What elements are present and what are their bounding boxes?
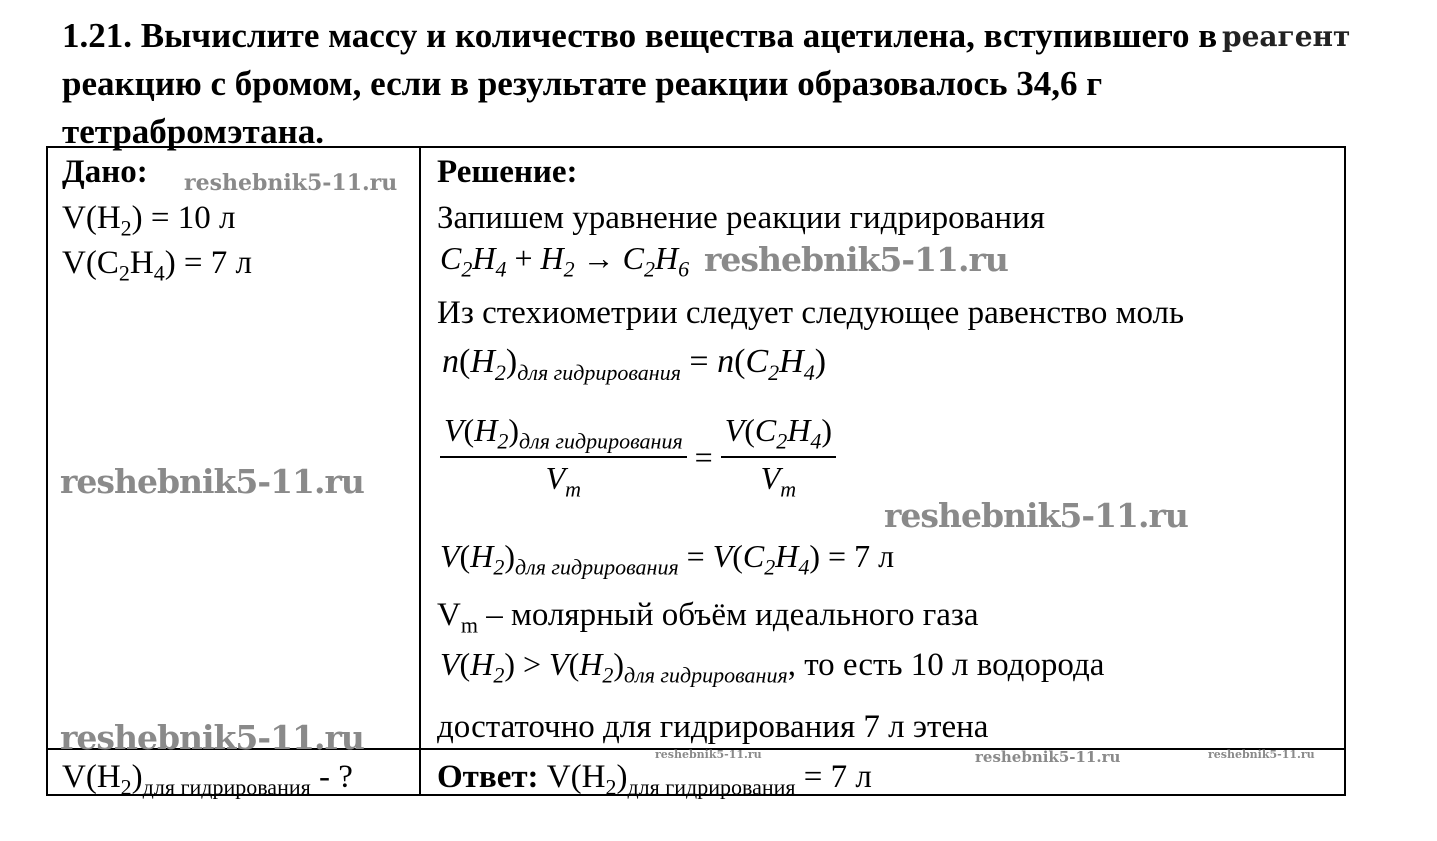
eq-4: 4 — [495, 256, 507, 282]
given-find-b: ) — [131, 759, 143, 795]
vm-def-sub: m — [460, 612, 478, 638]
given-v-c2h4-sub2: 4 — [153, 260, 165, 286]
eq-h: H — [472, 240, 496, 276]
frac-h-sub: 2 — [497, 428, 509, 454]
given-v-c2h4-rest: ) = 7 л — [164, 245, 253, 281]
vm-def-a: V — [437, 597, 461, 633]
cmp-hydro-sub: для гидрирования — [623, 662, 788, 688]
frac-vm-sub: m — [565, 476, 582, 502]
n-c-sub: 2 — [768, 359, 780, 385]
res-h: H — [470, 538, 494, 574]
hydro-sub: для гидрирования — [517, 359, 681, 385]
given-v-c2h4-a: V(C — [62, 245, 119, 281]
watermark-overlay-top: реагент — [1222, 20, 1351, 53]
given-v-h2-a: V(H — [62, 200, 121, 236]
n-label-2: n — [717, 343, 735, 380]
answer-sub2: для гидрирования — [627, 774, 796, 800]
given-find-sub2: для гидрирования — [142, 774, 311, 800]
given-find-a: V(H — [62, 759, 121, 795]
frac-h: H — [474, 412, 498, 448]
cmp-v2: V — [549, 646, 569, 682]
given-v-h2-rest: ) = 10 л — [131, 200, 236, 236]
eq-c2-sub: 2 — [643, 256, 655, 282]
solution-header: Решение: — [437, 154, 578, 190]
problem-line-3: тетрабромэтана. — [62, 112, 325, 151]
equation-intro: Запишем уравнение реакции гидрирования — [437, 200, 1045, 236]
reaction-equation — [440, 240, 689, 282]
frac-v: V — [444, 412, 464, 448]
given-v-c2h4-sub1: 2 — [118, 260, 130, 286]
table-column-divider — [419, 146, 421, 796]
cmp-h: H — [470, 646, 494, 682]
problem-line-2: реакцию с бромом, если в результате реакции образовалось 34,6 г — [62, 64, 1103, 103]
watermark: reshebnik5-11.ru — [60, 462, 364, 501]
eq-h2-sub: 2 — [563, 256, 575, 282]
frac2-vm-sub: m — [780, 476, 797, 502]
frac2-c-sub: 2 — [776, 428, 788, 454]
given-v-h2-sub: 2 — [120, 215, 132, 241]
eq-2: 2 — [461, 256, 473, 282]
given-v-c2h4-b: H — [129, 245, 154, 281]
fraction-left: $\frac{V(H_2)_{для гидрирования}}{V_m}$ — [440, 412, 687, 503]
answer-b: ) — [616, 759, 628, 795]
frac2-vm: V — [760, 460, 781, 497]
eq-plus: + — [506, 240, 541, 276]
eq-c: C — [440, 240, 462, 276]
eq-arrow: → — [574, 240, 623, 276]
res-v: V — [440, 538, 460, 574]
watermark: reshebnik5-11.ru — [60, 718, 364, 757]
n-h4-sub: 4 — [803, 359, 815, 385]
stoichiometry-text: Из стехиометрии следует следующее равенство моль — [437, 295, 1185, 331]
eq-h6: H — [654, 240, 679, 276]
given-find-sub: 2 — [120, 774, 132, 800]
frac-vm: V — [545, 460, 566, 497]
problem-statement — [62, 12, 1362, 156]
given-header: Дано: — [62, 154, 148, 190]
given-find-rest: - ? — [310, 759, 353, 795]
watermark: reshebnik5-11.ru — [704, 240, 1008, 279]
watermark: reshebnik5-11.ru — [1208, 748, 1315, 761]
frac2-h: H — [787, 412, 811, 448]
eq-c2: C — [622, 240, 644, 276]
frac2-h-sub: 4 — [810, 428, 822, 454]
cmp-v: V — [440, 646, 460, 682]
frac-hydro-sub: для гидрирования — [518, 428, 683, 454]
volume-result: $V(H_2)_{для гидрирования} = V(C_2H_4) = 7$ л — [440, 538, 895, 580]
res-h-sub: 2 — [493, 554, 505, 580]
res-v2: V — [712, 538, 733, 574]
n-h4: H — [779, 343, 804, 380]
res-rhs: = 7 л — [820, 538, 895, 574]
watermark: reshebnik5-11.ru — [184, 170, 398, 196]
answer-sub: 2 — [605, 774, 617, 800]
n-label: n — [442, 343, 459, 380]
problem-line-1: 1.21. Вычислите массу и количество вещества ацетилена, вступившего в — [62, 16, 1218, 55]
eq-h2: H — [540, 240, 564, 276]
res-c-sub: 2 — [764, 554, 776, 580]
res-hydro-sub: для гидрирования — [514, 554, 679, 580]
vm-definition — [437, 595, 979, 646]
res-h4: H — [775, 538, 799, 574]
comparison-line: $V(H_2) > V(H_2)_{для гидрирования}$, то есть 10 л водорода — [440, 646, 1105, 688]
volume-fraction-equality: $\frac{V(H_2)_{для гидрирования}}{V_m}$ = $\frac{V(C_2H_4)}{V_m}$ — [440, 412, 836, 503]
answer-rest: = 7 л — [795, 759, 872, 795]
watermark: reshebnik5-11.ru — [975, 748, 1121, 766]
compare-tail: , то есть 10 л водорода — [787, 647, 1105, 683]
watermark: reshebnik5-11.ru — [655, 748, 762, 761]
given-v-h2 — [62, 198, 235, 249]
n-c: C — [745, 343, 769, 380]
cmp-h-sub: 2 — [493, 662, 505, 688]
frac2-c: C — [754, 412, 777, 448]
cmp-h2: H — [579, 646, 603, 682]
watermark: reshebnik5-11.ru — [884, 496, 1188, 535]
fraction-right: $\frac{V(C_2H_4)}{V_m}$ — [721, 412, 836, 503]
answer — [437, 757, 872, 808]
n-h-sub: 2 — [494, 359, 506, 385]
given-v-c2h4 — [62, 243, 252, 294]
enough-text: достаточно для гидрирования 7 л этена — [437, 709, 989, 745]
res-c: C — [742, 538, 765, 574]
res-h4-sub: 4 — [798, 554, 810, 580]
mole-equality: $n(H_2)_{для гидрирования} = n(C_2H_4)$ — [442, 343, 827, 385]
eq-h6-sub: 6 — [678, 256, 690, 282]
n-h: H — [470, 343, 495, 380]
given-find — [62, 757, 353, 808]
answer-label: Ответ: — [437, 759, 539, 795]
answer-a: V(H — [538, 759, 606, 795]
vm-def-rest: – молярный объём идеального газа — [477, 597, 979, 633]
cmp-h2-sub: 2 — [602, 662, 614, 688]
frac2-v: V — [724, 412, 745, 448]
